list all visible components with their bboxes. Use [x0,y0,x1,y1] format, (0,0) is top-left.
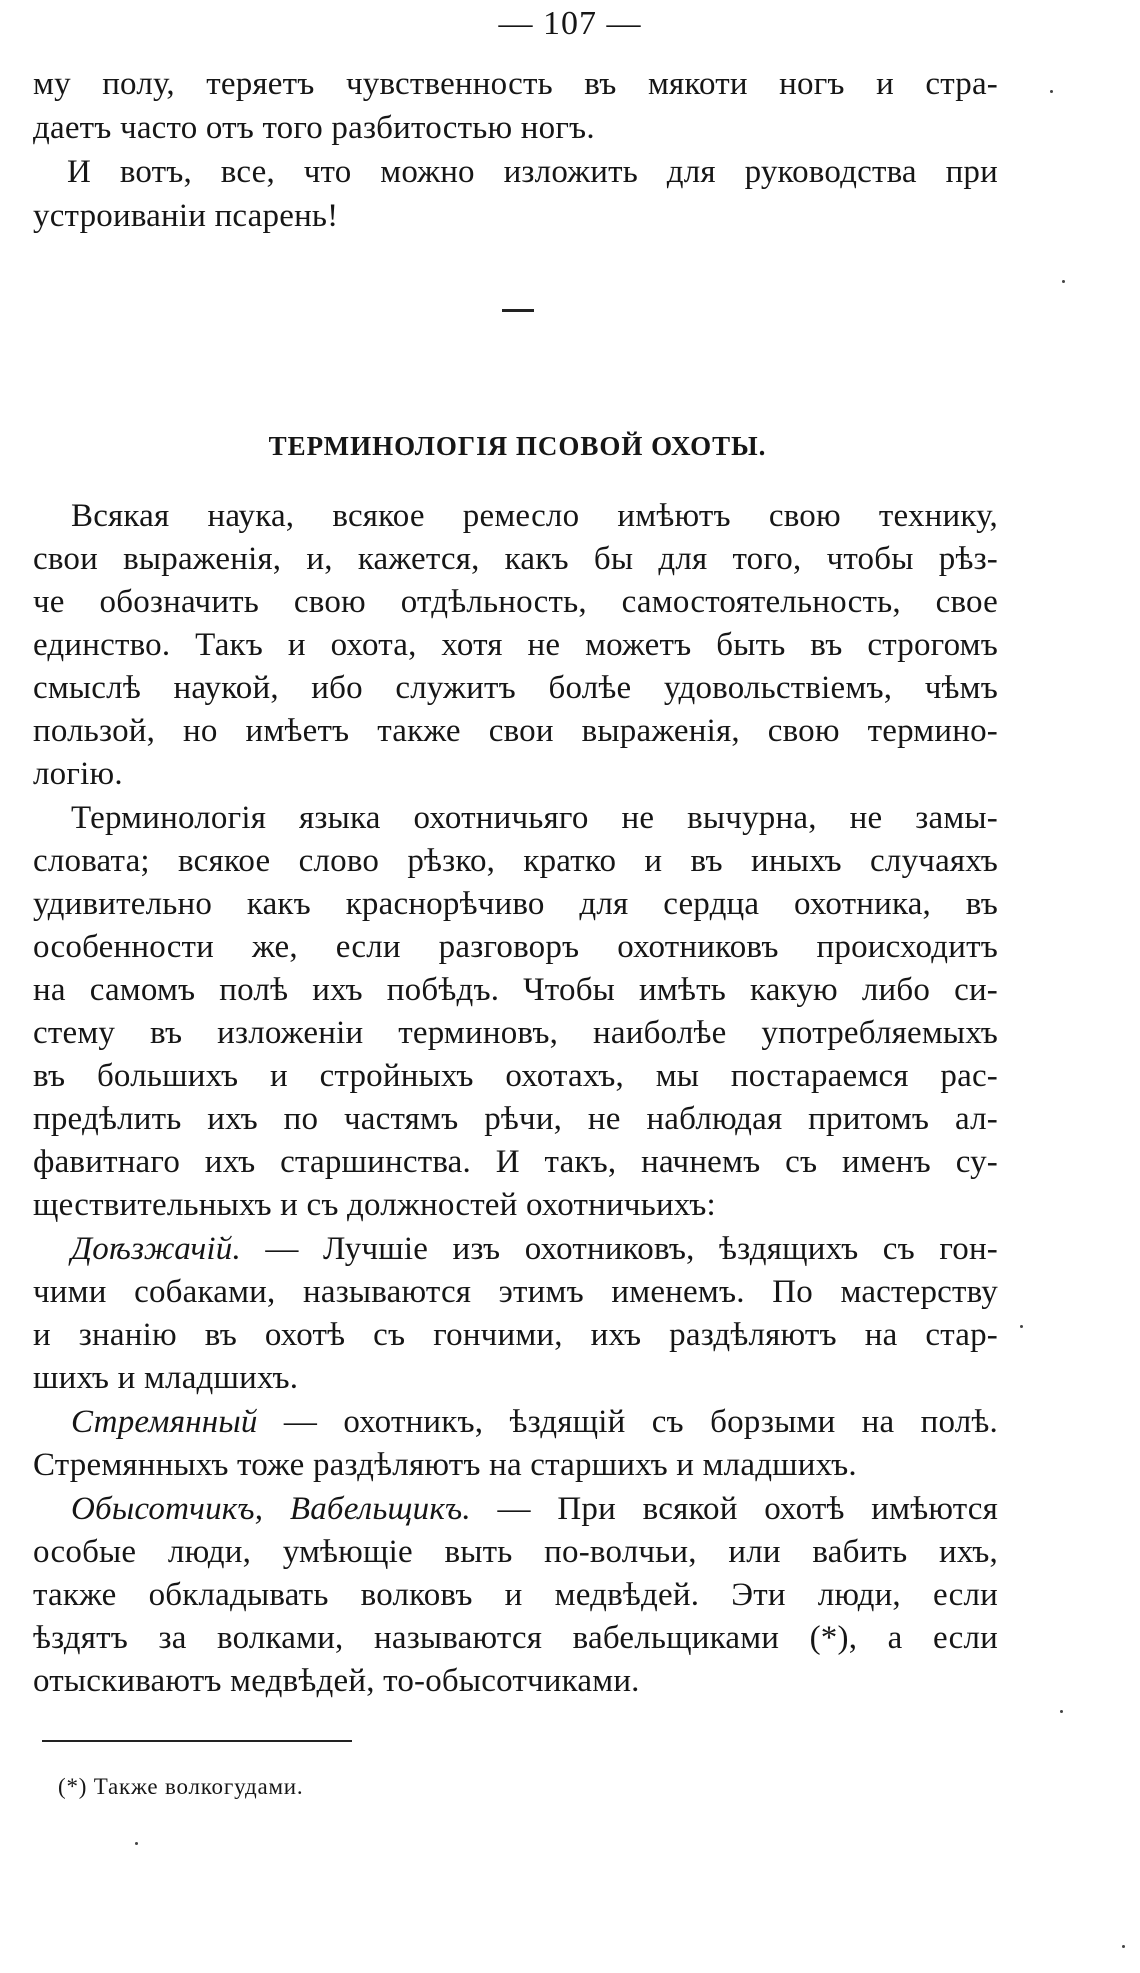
term-line-doezzhachiy [71,1229,998,1269]
text-line: словата; всякое слово рѣзко, кратко и въ иныхъ случаяхъ [33,843,998,879]
term-line-stremyannyy [71,1402,998,1442]
text-line: ѣздятъ за волками, называются вабельщиками (*), а если [33,1620,998,1656]
text-line: стему въ изложеніи терминовъ, наиболѣе употребляемыхъ [33,1015,998,1051]
term-definition: — охотникъ, ѣздящій съ борзыми на полѣ. [283,1404,999,1440]
text-line: Стремянныхъ тоже раздѣляютъ на старшихъ и младшихъ. [33,1447,857,1483]
text-line: предѣлить ихъ по частямъ рѣчи, не наблюдая притомъ ал- [33,1101,998,1137]
term-definition: — При всякой охотѣ имѣются [497,1491,998,1527]
scan-speck [1122,1945,1125,1948]
text-line: Терминологія языка охотничьяго не вычурна, не замы- [71,800,998,836]
term-obysotchik: Обысотчикъ, Вабельщикъ. [71,1491,471,1527]
term-line-obysotchik [71,1489,998,1529]
text-line: пользой, но имѣетъ также свои выраженія, свою термино- [33,713,998,749]
section-title: ТЕРМИНОЛОГІЯ ПСОВОЙ ОХОТЫ. [268,431,767,461]
scan-speck [135,1842,138,1845]
separator-dash [502,309,534,312]
footnote-rule [42,1740,352,1742]
text-line: му полу, теряетъ чувственность въ мякоти ногъ и стра- [33,66,998,102]
text-line: смыслѣ наукой, ибо служитъ болѣе удовольствіемъ, чѣмъ [33,670,998,706]
text-line: и знанію въ охотѣ съ гончими, ихъ раздѣляютъ на стар- [33,1317,998,1353]
scan-speck [1062,280,1065,283]
scan-speck [1020,1325,1023,1328]
text-line: шихъ и младшихъ. [33,1360,299,1396]
scan-speck [1050,90,1053,93]
text-line: логію. [33,756,123,792]
term-stremyannyy: Стремянный [71,1404,258,1440]
text-line: фавитнаго ихъ старшинства. И такъ, начнемъ съ именъ су- [33,1144,998,1180]
text-line: чими собаками, называются этимъ именемъ. По мастерству [33,1274,998,1310]
text-line: удивительно какъ краснорѣчиво для сердца охотника, въ [33,886,998,922]
text-line: отыскиваютъ медвѣдей, то-обысотчиками. [33,1663,640,1699]
text-line: также обкладывать волковъ и медвѣдей. Эти люди, если [33,1577,998,1613]
term-definition: — Лучшіе изъ охотниковъ, ѣздящихъ съ гон- [265,1231,998,1267]
scan-speck [1060,1710,1063,1713]
page-number: — 107 — [498,5,642,42]
text-line: единство. Такъ и охота, хотя не можетъ быть въ строгомъ [33,627,998,663]
text-line: особые люди, умѣющіе выть по-волчьи, или вабить ихъ, [33,1534,998,1570]
text-line: свои выраженія, и, кажется, какъ бы для того, чтобы рѣз- [33,541,998,577]
text-line: въ большихъ и стройныхъ охотахъ, мы постараемся рас- [33,1058,998,1094]
text-line: устроиваніи псарень! [33,198,339,234]
text-line: че обозначить свою отдѣльность, самостоятельность, свое [33,584,998,620]
text-line: даетъ часто отъ того разбитостью ногъ. [33,110,595,146]
text-line: ществительныхъ и съ должностей охотничьихъ: [33,1187,716,1223]
text-line: И вотъ, все, что можно изложить для руководства при [67,154,998,190]
text-line: Всякая наука, всякое ремесло имѣютъ свою технику, [71,498,998,534]
term-doezzhachiy: Доѣзжачій. [71,1231,241,1267]
text-line: на самомъ полѣ ихъ побѣдъ. Чтобы имѣть какую либо си- [33,972,998,1008]
text-line: особенности же, если разговоръ охотниковъ происходитъ [33,929,998,965]
footnote: (*) Также волкогудами. [58,1774,304,1799]
